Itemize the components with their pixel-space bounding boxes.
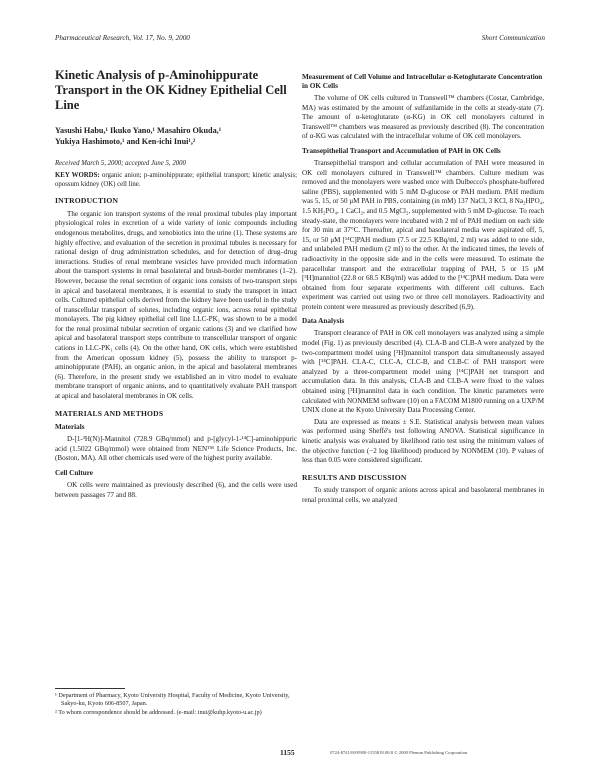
article-title: Kinetic Analysis of p-Aminohippurate Transport in the OK Kidney Epithelial Cell Line xyxy=(55,68,287,112)
measurement-heading: Measurement of Cell Volume and Intracellular α-Ketoglutarate Concentration in OK Cells xyxy=(302,73,543,90)
authors-line-1: Yasushi Habu,¹ Ikuko Yano,¹ Masahiro Okuda,¹ xyxy=(55,126,222,136)
keywords-label: KEY WORDS: xyxy=(55,171,100,179)
article-type: Short Communication xyxy=(481,34,545,42)
right-column xyxy=(302,68,544,508)
footnote-1: ¹ Department of Pharmacy, Kyoto University Hospital, Faculty of Medicine, Kyoto University, Sakyo-ku, Kyoto 606-8507, Japan. xyxy=(55,692,290,707)
footnote-2: ² To whom correspondence should be addressed. (e-mail: inui@kuhp.kyoto-u.ac.jp) xyxy=(55,708,262,716)
page-number: 1155 xyxy=(280,748,295,757)
left-column xyxy=(55,68,297,502)
running-head xyxy=(55,34,545,46)
cell-culture-heading: Cell Culture xyxy=(55,469,93,478)
keywords xyxy=(55,172,297,189)
data-analysis-paragraph-2: Data are expressed as means ± S.E. Statistical analysis between mean values was performed using Sheffé's test following ANOVA. Statistical significance in kinetic analysis was evaluated by likelihood ratio test using the minimum values of the objective function (−2 log likelihood) produced by NONMEM (10). P values of less than 0.05 were considered significant. xyxy=(302,417,544,465)
methods-heading: MATERIALS AND METHODS xyxy=(55,408,164,418)
introduction-paragraph: The organic ion transport systems of the renal proximal tubules play important physiological roles in excretion of a wide variety of ionic compounds including endogenous metabolites, drugs, and xenobiotics into the urine (1). These systems are highly effective, and evaluation of the secretion in proximal tubules is necessary for rational design of drug administration schedules, and for detection of drug–drug interactions. Studies of renal membrane vesicles have provided much information about the transport systems in renal basolateral and brush-border membranes (1–2). However, because the renal secretion of organic ions consists of two-transport steps in apical and basolateral membranes, it is essential to study the transport in intact cells. Cultured epithelial cells derived from the kidney have been useful in the study of transcellular transport of solutes, including organic ions, across renal epithelial monolayers. The pig kidney epithelial cell line LLC-PK₁ was shown to be a model for the renal proximal tubular secretion of organic cations (3) and we clarified how apical and basolateral transport steps contribute to transcellular transport of organic cations in LLC-PK₁ cells (4). On the other hand, OK cells, which were established from the American opossum kidney (5), possess the ability to transport p-aminohippurate (PAH), an organic anion, in the apical and basolateral membranes (6). Therefore, in the present study we established an in vitro model to evaluate membrane transport of organic anions, and to quantitatively evaluate PAH transport at apical and basolateral membranes in OK cells. xyxy=(55,209,297,401)
materials-paragraph: D-[1-³H(N)]-Mannitol (728.9 GBq/mmol) and p-[glycyl-1-¹⁴C]-aminohippuric acid (1.5022 GBq/mmol) were obtained from NEN™ Life Science Products, Inc. (Boston, MA). All other chemicals used were of the highest purity available. xyxy=(55,435,297,463)
results-paragraph: To study transport of organic anions across apical and basolateral membranes in renal proximal cells, we analyzed xyxy=(302,486,544,504)
transepithelial-heading: Transepithelial Transport and Accumulation of PAH in OK Cells xyxy=(302,146,501,155)
footnotes xyxy=(55,688,297,717)
keywords-text: organic anion; p-aminohippurate; epithelial transport; kinetic analysis; opossum kidney (OK) cell line. xyxy=(55,171,297,188)
footnote-rule xyxy=(55,688,125,689)
journal-citation: Pharmaceutical Research, Vol. 17, No. 9, 2000 xyxy=(55,34,190,42)
data-analysis-paragraph-1: Transport clearance of PAH in OK cell monolayers was analyzed using a simple model (Fig. 1) as previously described (4). CLA-B and CLB-A were analyzed by the two-compartment model using [³H]mannitol transport data simultaneously assayed with [¹⁴C]PAH. CLA-C, CLC-A, CLC-B, and CLB-C of PAH transport were analyzed by a three-compartment model using [¹⁴C]PAH net transport and accumulation data. In this analysis, CLA-B and CLB-A were fixed to the values obtained using [³H]mannitol data in each condition. The kinetic parameters were calculated with NONMEM software (10) on a FACOM M1800 running on a UXP/M UNIX clone at the Kyoto University Data Processing Center. xyxy=(302,329,544,415)
transepithelial-paragraph: Transepithelial transport and cellular accumulation of PAH were measured in OK cell monolayers cultured in Transwell™ chambers. Culture medium was removed and the monolayers were washed once with Dulbecco's phosphate-buffered saline (PBS), supplemented with 5 mM D-glucose or PAH medium. PAH medium was 5, 15, or 50 μM PAH in PBS, containing (in mM) 137 NaCl, 3 KCl, 8 Na₂HPO₄, 1.5 KH₂PO₄, 1 CaCl₂, and 0.5 MgCl₂, supplemented with 5 mM D-glucose. To reach steady-state, the monolayers were incubated with 2 ml of PAH medium on each side for 30 min at 37°C. Thereafter, apical and basolateral media were aspirated off, 5, 15, or 50 μM [¹⁴C]PAH medium (7.5 or 22.5 KBq/ml, 2 ml) was added to one side, and unlabeled PAH medium (2 ml) to the other. At the indicated times, the levels of radioactivity in the opposite side and in the cells were measured. To estimate the paracellular transport and the extracellular trapping of PAH, 5 or 15 μM [³H]mannitol (22.8 or 68.5 KBq/ml) was added to the [¹⁴C]PAH medium. Data were obtained from four separate experiments with different cell cultures. Each experiment was carried out using two or three cell monolayers. Radioactivity and protein content were measured as previously described (6,9). xyxy=(302,158,544,311)
authors-line-2: Yukiya Hashimoto,¹ and Ken-ichi Inui¹,² xyxy=(55,137,196,147)
data-analysis-heading: Data Analysis xyxy=(302,317,345,326)
received-dates: Received March 5, 2000; accepted June 5, 2000 xyxy=(55,160,186,168)
cell-culture-paragraph: OK cells were maintained as previously described (6), and the cells were used between passages 77 and 88. xyxy=(55,481,297,499)
introduction-heading: INTRODUCTION xyxy=(55,196,119,206)
measurement-paragraph: The volume of OK cells cultured in Transwell™ chambers (Costar, Cambridge, MA) was estimated by the amount of sulfanilamide in the cells at steady-state (7). The amount of α-ketoglutarate (α-KG) in OK cell monolayers cultured in Transwell™ chambers was measured as previously described (8). The concentration of α-KG was calculated with the intracellular volume of OK cell monolayers. xyxy=(302,94,544,141)
results-heading: RESULTS AND DISCUSSION xyxy=(302,472,407,482)
author-list xyxy=(55,125,297,147)
copyright-line: 0724-8741/00/0900-1155$18.00/0 © 2000 Plenum Publishing Corporation xyxy=(330,750,468,755)
materials-heading: Materials xyxy=(55,423,85,432)
